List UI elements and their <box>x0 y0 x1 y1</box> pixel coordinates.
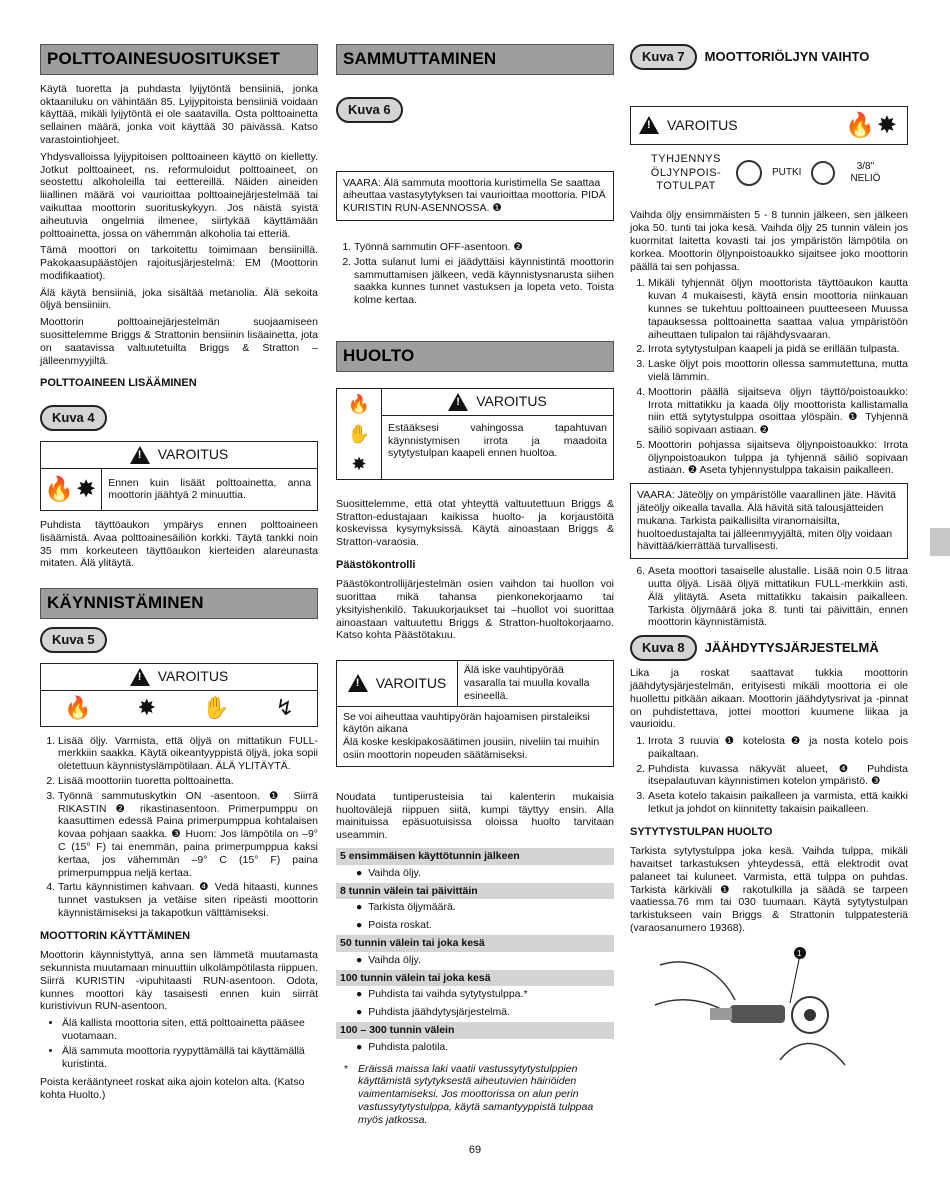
subheading-using-engine: MOOTTORIN KÄYTTÄMINEN <box>40 929 191 942</box>
list-item: • Älä kallista moottoria siten, että polttoainetta pääsee vuotamaan. <box>62 1017 318 1043</box>
schedule-heading: 100 tunnin välein tai joka kesä <box>336 970 614 987</box>
maintenance-paragraph: Suosittelemme, että otat yhteyttä valtuutettuun Briggs & Stratton-edustajaan kaikissa huolto- ja korjaustöitä koskevissa kysymyksissä. Käytä ainoastaan Briggs & Stratton-varaosia. <box>336 497 614 549</box>
fuel-paragraph-2: Yhdysvalloissa lyijypitoisen polttoaineen käyttö on kielletty. Jotkut polttoaineet, ns. reformuloidut polttoaineet, on seostettu alkoholeilla tai eettereillä. Näiden aineiden liiallinen määrä voi vaurioittaa polttoainejärjestelmää tai vaikuttaa moottorin suorituskykyyn. Jos näistä syistä aiheutuvia ongelmia ilmenee, siirtykää käyttämään polttoainetta, jossa on vähemmän alkoholia tai etteriä. <box>40 150 318 240</box>
schedule-item: ● Vaihda öljy. <box>356 866 421 879</box>
warning-title: VAROITUS <box>476 393 547 410</box>
list-item: 1. Työnnä sammutin OFF-asentoon. ❷ <box>354 241 614 254</box>
danger-box-oil: VAARA: Jäteöljy on ympäristölle vaarallinen jäte. Hävitä jäteöljy oikealla tavalla. Älä hävitä sitä talousjätteiden mukana. Tarkista paikallisilta viranomaisilta, huoltoedustajalta tai jälleenmyyjältä, miten öljy voidaan hävittää/kierrättää turvallisesti. <box>630 483 908 559</box>
schedule-heading: 50 tunnin välein tai joka kesä <box>336 935 614 952</box>
list-item: 2. Jotta sulanut lumi ei jäädyttäisi käynnistintä moottorin sammuttamisen jälkeen, vedä käynnistysnarusta siihen saakka kunnes tunnet vastuksen ja lopeta veto. Toista kolme kertaa. <box>354 256 614 307</box>
warning-box-flywheel <box>336 660 614 767</box>
warning-title: VAROITUS <box>667 116 738 133</box>
danger-box-choke: VAARA: Älä sammuta moottoria kuristimella Se saattaa aiheuttaa vastasytytyksen tai vaurioittaa moottoria. PIDÄ KURISTIN RUN-ASENNOSSA. ❶ <box>336 171 614 221</box>
section-heading-oil-change: MOOTTORIÖLJYN VAIHTO <box>704 49 870 64</box>
figure-label-6: Kuva 6 <box>336 97 403 123</box>
warning-side-text: Älä iske vauhtipyörää vasaralla tai muulla kovalla esineellä. <box>464 664 590 702</box>
figure-label-5: Kuva 5 <box>40 627 107 653</box>
schedule-item: ● Tarkista öljymäärä. <box>356 901 456 914</box>
warning-box-spark-plug <box>336 388 614 480</box>
warning-text-fuel: Ennen kuin lisäät polttoainetta, anna moottorin jäähtyä 2 minuuttia. <box>108 476 311 502</box>
fire-explosion-icon: 🔥✸ <box>41 469 102 510</box>
schedule-item: ● Poista roskat. <box>356 919 432 932</box>
square-label: 3/8" NELIÖ <box>850 161 881 185</box>
drain-plug-icon <box>736 160 762 186</box>
fuel-paragraph-1: Käytä tuoretta ja puhdasta lyijytöntä bensiiniä, jonka oktaaniluku on vähintään 85. Lyijypitoista bensiiniä voidaan käyttää, mikäli lyijytöntä ei ole saatavilla. Osta polttoainetta sellainen määrä, jonka voit käyttää 30 päivässä. Katso varastointiohjeet. <box>40 82 318 146</box>
column-right <box>630 44 908 1089</box>
list-item: 3. Laske öljyt pois moottorin ollessa sammutettuna, mutta vielä lämmin. <box>648 358 908 384</box>
starting-steps <box>40 735 318 920</box>
square-plug-icon <box>811 161 835 185</box>
list-item: 1. Lisää öljy. Varmista, että öljyä on mittatikun FULL-merkkiin saakka. Käytä oikeantyyppistä öljyä, joka sopii oletettuun käynnistyslämpötilaan. ÄLÄ YLITÄYTÄ. <box>58 735 318 773</box>
warning-title: VAROITUS <box>157 668 229 685</box>
figure-label-7: Kuva 7 <box>630 44 697 70</box>
warning-box-starting <box>40 663 318 727</box>
spark-plug-paragraph: Tarkista sytytystulppa joka kesä. Vaihda tulppa, mikäli havaitset tarkastuksen yhteydessä, että elektrodit ovat palaneet tai kuluneet. Varmista, että tulppa on puhdas. Tarkista kärkiväli ❶ rakotulkilla ja säädä se tarpeen vaatiessa.76 mm tai 030 tuumaan. Käytä sytytystulpan tarkistukseen vain Briggs & Strattonin tulppatesteriä (varaosanumero 19368). <box>630 845 908 935</box>
spark-plug-note: * Eräissä maissa laki vaatii vastussytytystulppien käyttämistä sytytyksestä aiheutuvien häiriöiden vaimentamiseksi. Jos moottorissa on alun perin vastussytytystulppa, käytä samantyyppistä tulppaa myös jatkossa. <box>344 1062 594 1126</box>
section-heading-cooling: JÄÄHDYTYSJÄRJESTELMÄ <box>704 640 879 656</box>
schedule-item: ● Puhdista jäähdytysjärjestelmä. <box>356 1006 511 1019</box>
oil-paragraph: Vaihda öljy ensimmäisten 5 - 8 tunnin jälkeen, sen jälkeen joka 50. tunti tai joka kesä. Vaihda öljy 25 tunnin välein jos kuormitat laitetta kovasti tai jos ympäristön lämpötila on korkea. Moottorin öljynpoistoaukko sijaitsee joko moottorin päällä tai sen pohjassa. <box>630 209 908 273</box>
use-bullets <box>40 1017 318 1070</box>
schedule-item: ● Puhdista palotila. <box>356 1040 449 1053</box>
schedule-item: ● Vaihda öljy. <box>356 953 421 966</box>
section-heading-fuel: POLTTOAINESUOSITUKSET <box>40 44 318 75</box>
cooling-paragraph: Lika ja roskat saattavat tukkia moottorin jäähdytysjärjestelmän, erityisesti mikäli moottoria ei ole huollettu pitkään aikaan. Moottorin jäähdytysrivat ja -pinnat on puhdistettava, jottei moottori kuumene liikaa ja vaurioidu. <box>630 667 908 731</box>
warning-triangle-icon <box>448 393 468 411</box>
svg-text:1: 1 <box>797 948 802 958</box>
subheading-spark-plug: SYTYTYSTULPAN HUOLTO <box>630 825 773 838</box>
list-item: 2. Puhdista kuvassa näkyvät alueet, ❹ Puhdista itsepalautuvan käynnistimen kotelon ympäristö. ❸ <box>648 763 908 789</box>
warning-box-fuel <box>40 441 318 511</box>
warning-text-flywheel-1: Se voi aiheuttaa vauhtipyörän hajoamisen pirstaleiksi käytön aikana <box>343 710 590 736</box>
fire-explosion-icon: 🔥✸ <box>845 111 899 139</box>
warning-title: VAROITUS <box>157 446 229 463</box>
list-item: 3. Työnnä sammutuskytkin ON -asentoon. ❶ Siirrä RIKASTIN ❷ rikastinasentoon. Primerpumppu on kaasuttimen edessä Paina primerpumppua kohtalaisen kovaa pohjaan saakka. ❸ Huom: Jos lämpötila on –9° C (15° F) tai enemmän, paina primerpumppua kaksi kertaa, jos vähemmän –9° C (15° F) paina primerpumppua neljä kertaa. <box>58 790 318 880</box>
oil-steps <box>630 277 908 477</box>
explosion-icon: ✸ <box>137 694 156 720</box>
stopping-steps <box>336 241 614 307</box>
list-item: • Älä sammuta moottoria ryypyttämällä tai käyttämällä kuristinta. <box>62 1045 318 1071</box>
fuel-fill-paragraph: Puhdista täyttöaukon ympärys ennen polttoaineen lisäämistä. Avaa polttoainesäiliön korkki. Täytä tankki noin 35 mm korkeuteen täyttöaukon kierteiden alareunasta mitaten. Älä ylitäytä. <box>40 519 318 570</box>
pipe-label: PUTKI <box>772 167 802 179</box>
column-middle <box>336 44 614 1127</box>
warning-title: VAROITUS <box>375 674 447 691</box>
kickback-icon: ↯ <box>275 694 294 720</box>
warning-triangle-icon <box>130 668 150 686</box>
fuel-paragraph-5: Moottorin polttoainejärjestelmän suojaamiseen suosittelemme Briggs & Strattonin bensiinin lisäainetta, jota on saatavissa valtuutetuilta Briggs & Stratton – jälleenmyyjiltä. <box>40 316 318 367</box>
page-number: 69 <box>468 1144 482 1156</box>
schedule-intro: Noudata tuntiperusteisia tai kalenterin mukaisia huoltovälejä riippuen siitä, kumpi täyttyy ensin. Alla mainituissa epäsuotuisissa oloissa huolto tarvitaan useammin. <box>336 790 614 842</box>
section-heading-starting: KÄYNNISTÄMINEN <box>40 588 318 619</box>
rotating-parts-icon: ✋ <box>202 694 230 720</box>
list-item: 6. Aseta moottori tasaiselle alustalle. Lisää noin 0.5 litraa uutta öljyä. Lisää öljyä mittatikun FULL-merkkiin asti. Älä ylitäytä. Aseta mittatikku takaisin paikalleen. Tarkista öljymäärä joka 8. tunti tai päivittäin, ennen moottorin käynnistämistä. <box>648 565 908 629</box>
spark-plug-gauge-illustration <box>650 945 850 1085</box>
list-item: 4. Tartu käynnistimen kahvaan. ❹ Vedä hitaasti, kunnes tunnet vastuksen ja vetäise siten ripeästi moottorin käynnistämiseksi ja takapotkun välttämiseksi. <box>58 881 318 919</box>
fuel-paragraph-3: Tämä moottori on tarkoitettu toimimaan bensiinillä. Pakokaasupäästöjen rajoitusjärjestelmä: EM (Moottorin modifikaatiot). <box>40 244 318 282</box>
list-item: 3. Aseta kotelo takaisin paikalleen ja varmista, että kaikki letkut ja johdot on kiinnitetty takaisin paikalleen. <box>648 790 908 816</box>
warning-box-oil <box>630 106 908 145</box>
list-item: 2. Lisää moottoriin tuoretta polttoainetta. <box>58 775 318 788</box>
warning-text-flywheel-2: Älä koske keskipakosäätimen jousiin, niveliin tai muihin osiin moottorin nopeuden säätämiseksi. <box>343 736 600 762</box>
list-item: 2. Irrota sytytystulpan kaapeli ja pidä se erillään tulpasta. <box>648 343 908 356</box>
drain-plug-label: TYHJENNYS ÖLJYNPOIS- TOTULPAT <box>650 153 722 192</box>
fire-icon: 🔥 <box>64 694 92 720</box>
warning-triangle-icon <box>130 446 150 464</box>
oil-step-6 <box>630 565 908 629</box>
warning-text-spark-plug: Estääksesi vahingossa tapahtuvan käynnistymisen irrota ja maadoita sytytystulpan kaapeli ennen huoltoa. <box>388 421 607 460</box>
list-item: 4. Moottorin päällä sijaitseva öljyn täyttö/poistoaukko: Irrota mittatikku ja kaada öljy moottorista kallistamalla niin että sytytystulppa osoittaa ylöspäin. ❶ Tyhjennä säiliö sopivaan astiaan. ❷ <box>648 386 908 437</box>
use-paragraph: Moottorin käynnistyttyä, anna sen lämmetä muutamasta sekunnista muutamaan minuuttiin ulkolämpötilasta riippuen. Siirrä KURISTIN -vipuhitaasti RUN-asentoon. Odota, kunnes moottori käy tasaisesti ennen kuin siirrät kuristivivun RUN-asentoon. <box>40 949 318 1013</box>
emissions-paragraph: Päästökontrollijärjestelmän osien vaihdon tai huollon voi suorittaa mikä tahansa pienkonekorjaamo tai yksityishenkilö. Takuukorjaukset tai –huollot voi suorittaa ainoastaan valtuutettu Briggs & Stratton-huoltokorjaamo. Katso kohta Päästötakuu. <box>336 578 614 642</box>
schedule-heading: 100 – 300 tunnin välein <box>336 1022 614 1039</box>
cooling-steps <box>630 735 908 816</box>
schedule-heading: 5 ensimmäisen käyttötunnin jälkeen <box>336 848 614 865</box>
list-item: 1. Mikäli tyhjennät öljyn moottorista täyttöaukon kautta kuvan 4 mukaisesti, käytä ensin moottoria niinkauan kunnes se tukehtuu polttoaineen puutteeseen Muussa tapauksessa polttoainetta saattaa valua ympäristöön aiheuttaen tulipalon tai räjähdysvaaran. <box>648 277 908 341</box>
warning-triangle-icon <box>639 116 659 134</box>
column-left <box>40 44 318 1106</box>
figure-label-8: Kuva 8 <box>630 635 697 661</box>
maintenance-schedule <box>336 848 614 1057</box>
list-item: 5. Moottorin pohjassa sijaitseva öljynpoistoaukko: Irrota öljynpoistoaukon tulppa ja tyhjennä säiliö sopivaan astiaan. ❷ Aseta tyhjennystulppa takaisin paikalleen. <box>648 439 908 477</box>
subheading-emissions: Päästökontrolli <box>336 558 416 571</box>
debris-paragraph: Poista kerääntyneet roskat aika ajoin kotelon alta. (Katso kohta Huolto.) <box>40 1076 305 1102</box>
subheading-add-fuel: POLTTOAINEEN LISÄÄMINEN <box>40 377 197 390</box>
hazard-icons: 🔥 ✋ ✸ <box>337 389 382 479</box>
section-heading-maintenance: HUOLTO <box>336 341 614 372</box>
fuel-paragraph-4: Älä käytä bensiiniä, joka sisältää metanolia. Älä sekoita öljyä bensiiniin. <box>40 286 318 312</box>
schedule-heading: 8 tunnin välein tai päivittäin <box>336 883 614 900</box>
section-tab-marker <box>930 528 950 556</box>
section-heading-stopping: SAMMUTTAMINEN <box>336 44 614 75</box>
warning-triangle-icon <box>348 674 368 692</box>
schedule-item: ● Puhdista tai vaihda sytytystulppa.* <box>356 988 528 1001</box>
list-item: 1. Irrota 3 ruuvia ❶ kotelosta ❷ ja nosta kotelo pois paikaltaan. <box>648 735 908 761</box>
figure-label-4: Kuva 4 <box>40 405 107 431</box>
drain-plug-figure <box>646 153 908 193</box>
